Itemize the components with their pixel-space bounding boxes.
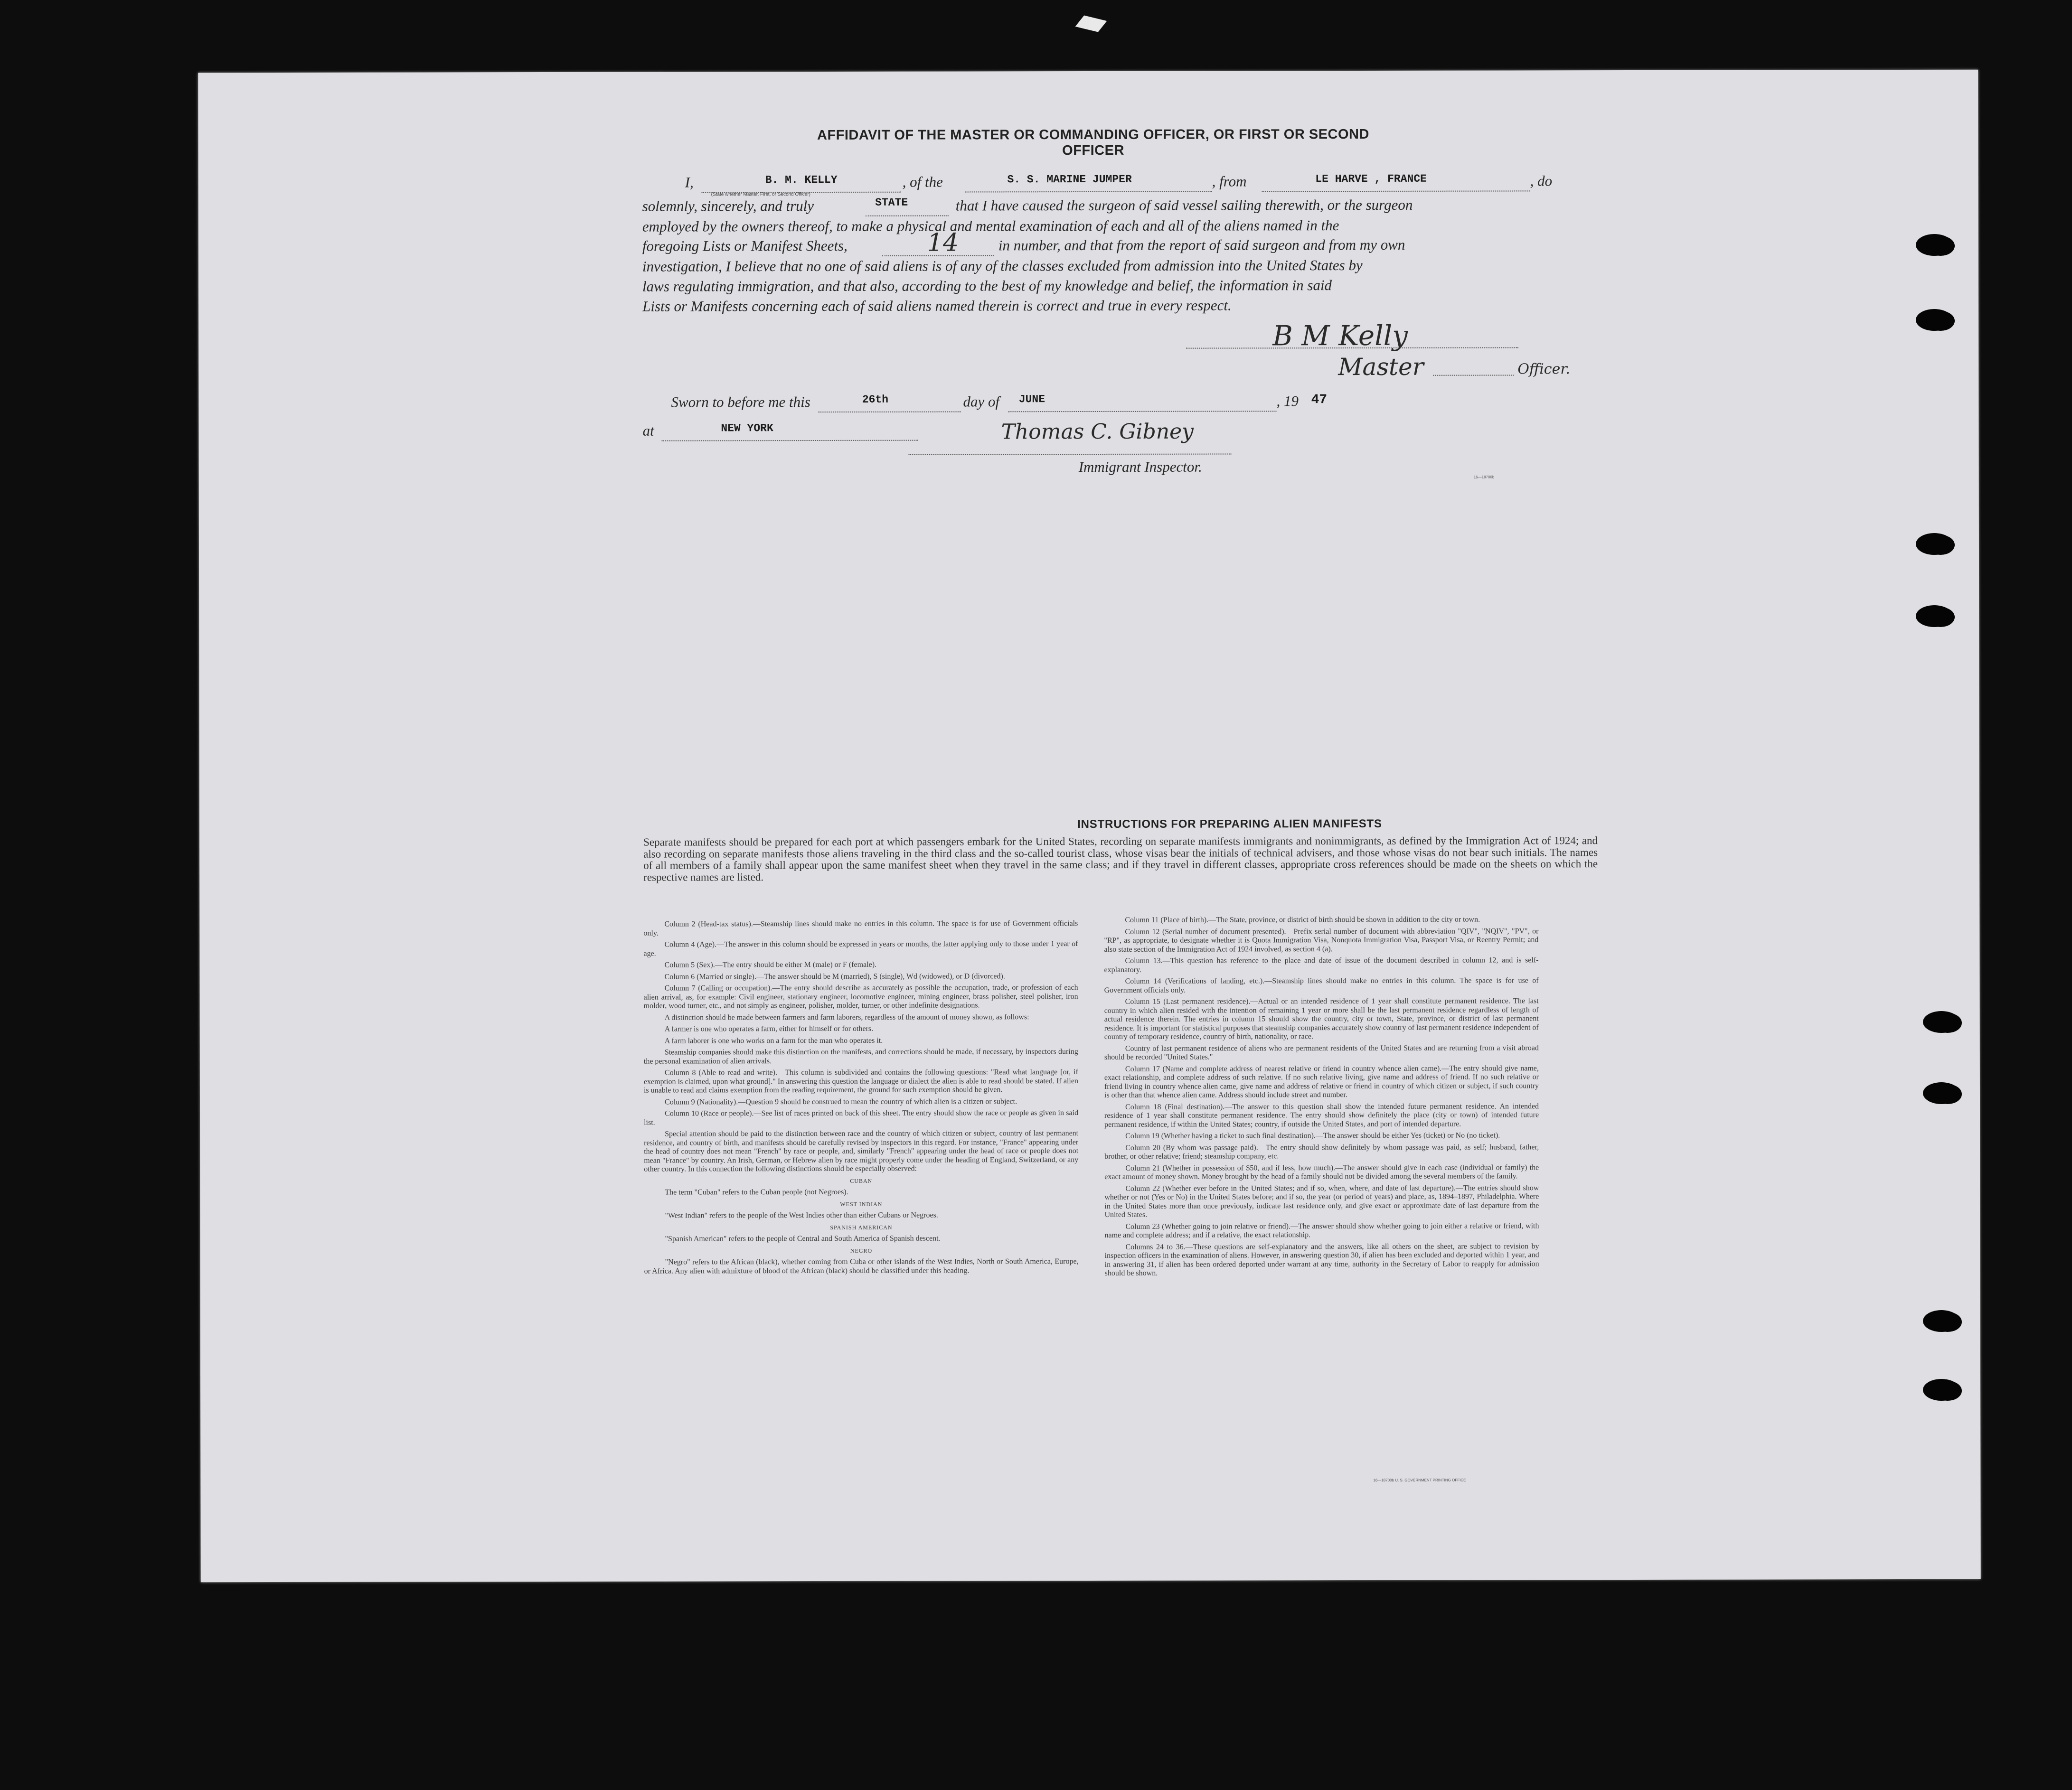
sworn-text-c: , 19 <box>1276 393 1299 410</box>
instruction-para: Column 9 (Nationality).—Question 9 should be construed to mean the country of which alien is a citizen or subject. <box>664 1097 1017 1106</box>
binding-hole <box>1923 1082 1960 1104</box>
binding-hole <box>1923 1379 1960 1401</box>
affidavit-do: , do <box>1530 172 1553 189</box>
affidavit-line-2b: that I have caused the surgeon of said vessel sailing therewith, or the surgeon <box>955 196 1413 214</box>
instruction-para: A farmer is one who operates a farm, either for himself or for others. <box>664 1024 874 1033</box>
instruction-para: Column 7 (Calling or occupation).—The entry should describe as accurately as possible the occupation, trade, or profession of each alien arrival, as, for example: Civil engineer, stationary engineer, locomotive engineer, mining engineer, brass polisher, steel polisher, iron molder, wood turner, etc., and not simply as engineer, polisher, molder, turner, or other indefinite designations. <box>643 984 1078 1010</box>
officer-line <box>1433 374 1514 375</box>
state-word: STATE <box>875 196 908 209</box>
sworn-month: JUNE <box>1018 393 1045 406</box>
instructions-right-column <box>1104 915 1539 1281</box>
instruction-para: "West Indian" refers to the people of the West Indies other than either Cubans or Negroes. <box>665 1211 938 1220</box>
binding-hole <box>1916 533 1953 555</box>
instruction-para: Column 5 (Sex).—The entry should be either M (male) or F (female). <box>664 960 877 969</box>
instruction-para: Column 10 (Race or people).—See list of races printed on back of this sheet. The entry should show the race or people as given in said list. <box>644 1109 1079 1127</box>
instruction-para: "Negro" refers to the African (black), whether coming from Cuba or other islands of the West Indies, North or South America, Europe, or Africa. Any alien with admixture of blood of the African (black) should be classified under this heading. <box>644 1257 1079 1275</box>
departure-port: LE HARVE , FRANCE <box>1315 172 1427 186</box>
affidavit-line-2 <box>642 196 1597 219</box>
instructions-title: INSTRUCTIONS FOR PREPARING ALIEN MANIFESTS <box>1077 817 1382 831</box>
instruction-para: Column 12 (Serial number of document presented).—Prefix serial number of document with abbreviation "QIV", "NQIV", "PV", or "RP", as appropriate, to designate whether it is Quota Immigration Visa, Nonquota Immigration Visa, Passport Visa, or Reentry Permit; and also state section of the Immigration Act of 1924 involved, as section 4 (a). <box>1104 927 1539 954</box>
affidavit-line-7-text: Lists or Manifests concerning each of said aliens named therein is correct and true in every respect. <box>642 297 1232 315</box>
inspector-label-wrap <box>1079 458 1269 479</box>
instruction-para: Column 21 (Whether in possession of $50, and if less, how much).—The answer should give in each case (individual or family) the exact amount of money shown. Money brought by the head of a family should not be divided among the several members of the family. <box>1104 1163 1539 1181</box>
affidavit-line-7 <box>642 296 1597 319</box>
sworn-year: 47 <box>1311 393 1328 408</box>
instruction-para: Country of last permanent residence of aliens who are permanent residents of the United States and are returning from a visit abroad should be recorded "United States." <box>1104 1043 1539 1061</box>
instruction-para: "Spanish American" refers to the people of Central and South America of Spanish descent. <box>665 1234 941 1243</box>
instruction-heading: SPANISH AMERICAN <box>830 1224 893 1231</box>
instruction-heading: CUBAN <box>850 1177 873 1184</box>
signature-line <box>1186 347 1518 348</box>
officer-label: Officer. <box>1517 361 1570 378</box>
form-number: 16—18700b <box>1473 475 1495 479</box>
inspector-signature: Thomas C. Gibney <box>1001 419 1194 444</box>
instruction-para: Column 14 (Verifications of landing, etc.).—Steamship lines should make no entries in this column. The space is for use of Government officials only. <box>1104 976 1539 994</box>
affidavit-line-5-text: investigation, I believe that no one of said aliens is of any of the classes excluded from admission into the United States by <box>642 256 1363 275</box>
rank-note: (State whether Master, First, or Second Officer) <box>711 192 811 197</box>
inspector-line <box>909 453 1232 455</box>
instruction-para: Columns 24 to 36.—These questions are self-explanatory and the answers, like all others on the sheet, are subject to revision by inspection officers in the examination of aliens. However, in answering question 30, if alien has been excluded and deported within 1 year, and in answering 31, if alien has been ordered deported under warrant at any time, authority in the Secretary of Labor to reapply for admission should be shown. <box>1104 1242 1539 1277</box>
master-title-signature: Master <box>1338 353 1424 381</box>
instruction-para: Column 6 (Married or single).—The answer should be M (married), S (single), Wd (widowed), or D (divorced). <box>664 972 1005 981</box>
affidavit-line-4b: in number, and that from the report of said surgeon and from my own <box>998 236 1405 254</box>
inspector-label: Immigrant Inspector. <box>1078 458 1202 476</box>
sworn-day: 26th <box>862 393 889 406</box>
instruction-para: Column 13.—This question has reference to the place and date of issue of the document described in column 12, and is self-explanatory. <box>1104 956 1539 974</box>
affidavit-line-6 <box>642 276 1597 299</box>
affidavit-i: I, <box>685 174 694 191</box>
affidavit-line-3-text: employed by the owners thereof, to make a physical and mental examination of each and all of the aliens named in the <box>642 217 1339 235</box>
instructions-intro: Separate manifests should be prepared for each port at which passengers embark for the United States, recording on separate manifests immigrants and nonimmigrants, as defined by the Immigration Act of 1924; and also recording on separate manifests those aliens traveling in the third class and the so-called tourist class, whose visas bear the initials of technical advisers, and those whose visas do not bear such initials. The names of all members of a family shall appear upon the same manifest sheet when they travel in the same class; and if they travel in different classes, appropriate cross references should be made on the sheets on which the respective names are listed. <box>643 834 1598 883</box>
film-tab-mark <box>1075 15 1107 32</box>
instruction-para: Column 19 (Whether having a ticket to such final destination).—The answer should be either Yes (ticket) or No (no ticket). <box>1125 1131 1500 1140</box>
affidavit-title: AFFIDAVIT OF THE MASTER OR COMMANDING OFFICER, OR FIRST OR SECOND OFFICER <box>817 126 1369 159</box>
instruction-para: Column 4 (Age).—The answer in this column should be expressed in years or months, the latter applying only to those under 1 year of age. <box>643 940 1078 958</box>
instruction-para: Steamship companies should make this distinction on the manifests, and corrections should be made, if necessary, by inspectors during the personal examination of alien arrivals. <box>643 1048 1078 1066</box>
instruction-para: Column 17 (Name and complete address of nearest relative or friend in country whence alien came).—The entry should give name, exact relationship, and complete address of such relative. If no such relative living, give name and address of friend. If no such relative or friend living in country whence alien came, give name and address of relative or friend in country of which citizen or subject, if such country is other than that whence alien came. Address should include street and number. <box>1104 1064 1539 1099</box>
instruction-para: Column 2 (Head-tax status).—Steamship lines should make no entries in this column. The space is for use of Government officials only. <box>643 919 1078 937</box>
master-signature: B M Kelly <box>1272 319 1408 352</box>
sworn-line <box>642 392 1597 415</box>
instruction-para: Column 15 (Last permanent residence).—Actual or an intended residence of 1 year shall constitute permanent residence. The last country in which alien resided with the intention of remaining 1 year or more shall be the last permanent residence regardless of length of actual residence therein. The entries in column 15 should show the country, city or town, State, province, or district of last permanent residence. It is important for statistical purposes that steamship companies accurately show country of last permanent residence independent of country of temporary residence, country of birth, nationality, or race. <box>1104 997 1539 1041</box>
instruction-para: A distinction should be made between farmers and farm laborers, regardless of the amount of money shown, as follows: <box>664 1012 1029 1022</box>
instructions-left-column <box>643 919 1078 1279</box>
affidavit-line-4a: foregoing Lists or Manifest Sheets, <box>642 237 848 254</box>
sworn-place: NEW YORK <box>721 422 773 435</box>
binding-hole <box>1916 605 1953 627</box>
instruction-para: Column 22 (Whether ever before in the United States; and if so, when, where, and date of last departure).—The entries should show whether or not (Yes or No) in the United States before; and if so, the year (or period of years) and place, as, 1894–1897, Philadelphia. Where in the United States more than once previously, indicate last residence only, and give exact or approximate date of last departure from the United States. <box>1104 1183 1539 1219</box>
place-blank <box>662 424 918 441</box>
at-label: at <box>642 422 654 439</box>
instruction-para: A farm laborer is one who works on a farm for the man who operates it. <box>664 1036 883 1045</box>
affidavit-of-the: , of the <box>902 173 943 190</box>
instruction-para: Special attention should be paid to the distinction between race and the country of which citizen or subject, country of last permanent residence, and country of birth, and manifests should be carefully revised by inspectors in this regard. For instance, "France" appearing under the head of country does not mean "French" by race or people, and, similarly "French" appearing under the head of race or people does not mean "France" by country. An Irish, German, or Hebrew alien by race might properly come under the heading of England, Switzerland, or any other country. In this connection the following distinctions should be especially observed: <box>644 1129 1079 1173</box>
instruction-heading: NEGRO <box>850 1247 873 1254</box>
vessel-name: S. S. MARINE JUMPER <box>1007 173 1132 186</box>
binding-hole <box>1923 1011 1960 1033</box>
binding-hole <box>1923 1310 1960 1332</box>
sworn-text-b: day of <box>963 393 1000 410</box>
instruction-para: Column 18 (Final destination).—The answer to this question shall show the intended future permanent residence. An intended residence of 1 year shall constitute permanent residence. The entry should show definitely the place (city or town) of intended future permanent residence, if within the United States; country, if outside the United States, and port of intended departure. <box>1104 1102 1539 1129</box>
affidavit-line-4 <box>642 228 1597 259</box>
instruction-para: Column 23 (Whether going to join relative or friend).—The answer should show whether going to join either a relative or friend, with name and complete address; and if a relative, the exact relationship. <box>1104 1221 1539 1239</box>
instruction-para: Column 20 (By whom was passage paid).—The entry should show definitely by whom passage was paid, as self; husband, father, brother, or other relative; friend; steamship company, etc. <box>1104 1143 1539 1161</box>
printing-office-footer: 16—18700b U. S. GOVERNMENT PRINTING OFFICE <box>1373 1478 1466 1482</box>
binding-hole <box>1916 309 1953 331</box>
binding-hole <box>1916 234 1953 256</box>
manifest-page <box>198 70 1981 1583</box>
affidavit-line-6-text: laws regulating immigration, and that also, according to the best of my knowledge and belief, the information in said <box>642 277 1332 295</box>
affidavit-line-5 <box>642 256 1597 279</box>
instruction-para: Column 11 (Place of birth).—The State, province, or district of birth should be shown in addition to the city or town. <box>1125 915 1480 924</box>
affidavit-from: , from <box>1212 173 1247 190</box>
instruction-heading: WEST INDIAN <box>840 1200 883 1208</box>
master-name: B. M. KELLY <box>765 173 838 187</box>
instruction-para: The term "Cuban" refers to the Cuban people (not Negroes). <box>665 1188 848 1197</box>
instruction-para: Column 8 (Able to read and write).—This column is subdivided and contains the following questions: "Read what language [or, if exemption is claimed, upon what ground]." In answering this question the language or dialect the alien is able to read should be stated. If alien is unable to read and claims exemption from the reading requirement, the ground for such exemption should be given. <box>643 1068 1078 1095</box>
sheet-count: 14 <box>927 228 959 257</box>
sworn-text-a: Sworn to before me this <box>671 394 810 411</box>
affidavit-line-2a: solemnly, sincerely, and truly <box>642 197 814 215</box>
affidavit-line-3 <box>642 216 1597 239</box>
